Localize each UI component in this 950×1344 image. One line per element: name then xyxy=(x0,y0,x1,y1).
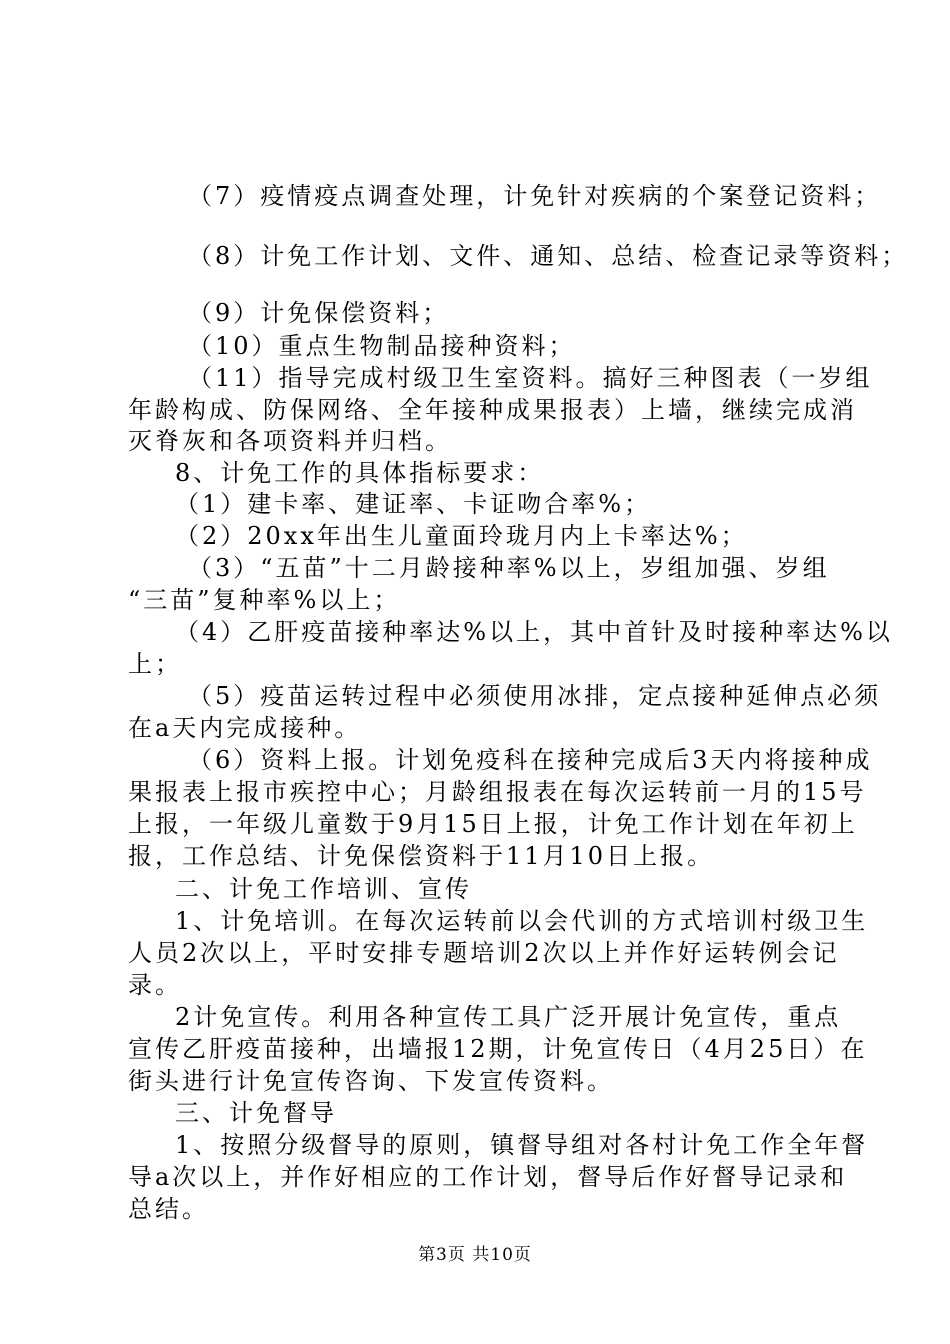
paragraph-line: 人员2次以上，平时安排专题培训2次以上并作好运转例会记 xyxy=(128,939,840,967)
paragraph-line: 1、计免培训。在每次运转前以会代训的方式培训村级卫生 xyxy=(175,907,869,935)
paragraph-line: 2计免宣传。利用各种宣传工具广泛开展计免宣传，重点 xyxy=(175,1003,842,1031)
paragraph-line: 总结。 xyxy=(128,1195,209,1223)
paragraph-line: 在a天内完成接种。 xyxy=(128,714,362,742)
paragraph-line: 导a次以上，并作好相应的工作计划，督导后作好督导记录和 xyxy=(128,1163,848,1191)
paragraph-line: （8）计免工作计划、文件、通知、总结、检查记录等资料； xyxy=(188,242,909,270)
paragraph-line: 上报，一年级儿童数于9月15日上报，计免工作计划在年初上 xyxy=(128,810,858,838)
paragraph-line: 年龄构成、防保网络、全年接种成果报表）上墙，继续完成消 xyxy=(128,396,857,424)
paragraph-line: （9）计免保偿资料； xyxy=(188,299,450,327)
paragraph-line: 1、按照分级督导的原则，镇督导组对各村计免工作全年督 xyxy=(175,1131,869,1159)
paragraph-line: （11）指导完成村级卫生室资料。搞好三种图表（一岁组 xyxy=(188,364,873,392)
paragraph-line: 三、计免督导 xyxy=(175,1099,337,1127)
paragraph-line: （7）疫情疫点调查处理，计免针对疾病的个案登记资料； xyxy=(188,182,882,210)
paragraph-line: 宣传乙肝疫苗接种，出墙报12期，计免宣传日（4月25日）在 xyxy=(128,1035,868,1063)
paragraph-line: （10）重点生物制品接种资料； xyxy=(188,332,576,360)
paragraph-line: （6）资料上报。计划免疫科在接种完成后3天内将接种成 xyxy=(188,746,873,774)
paragraph-line: （2）20xx年出生儿童面玲珑月内上卡率达%； xyxy=(175,522,748,550)
paragraph-line: 8、计免工作的具体指标要求： xyxy=(175,459,545,487)
page-number-footer: 第3页 共10页 xyxy=(418,1245,532,1265)
paragraph-line: “三苗”复种率%以上； xyxy=(128,586,401,614)
paragraph-line: （3）“五苗”十二月龄接种率%以上，岁组加强、岁组 xyxy=(188,554,830,582)
paragraph-line: 录。 xyxy=(128,971,182,999)
paragraph-line: 灭脊灰和各项资料并归档。 xyxy=(128,427,452,455)
paragraph-line: 报，工作总结、计免保偿资料于11月10日上报。 xyxy=(128,842,715,870)
paragraph-line: （4）乙肝疫苗接种率达%以上，其中首针及时接种率达%以 xyxy=(175,618,893,646)
paragraph-line: 果报表上报市疾控中心；月龄组报表在每次运转前一月的15号 xyxy=(128,778,867,806)
paragraph-line: （1）建卡率、建证率、卡证吻合率%； xyxy=(175,490,652,518)
paragraph-line: 二、计免工作培训、宣传 xyxy=(175,875,472,903)
paragraph-line: 街头进行计免宣传咨询、下发宣传资料。 xyxy=(128,1067,614,1095)
paragraph-line: 上； xyxy=(128,650,182,678)
paragraph-line: （5）疫苗运转过程中必须使用冰排，定点接种延伸点必须 xyxy=(188,682,882,710)
